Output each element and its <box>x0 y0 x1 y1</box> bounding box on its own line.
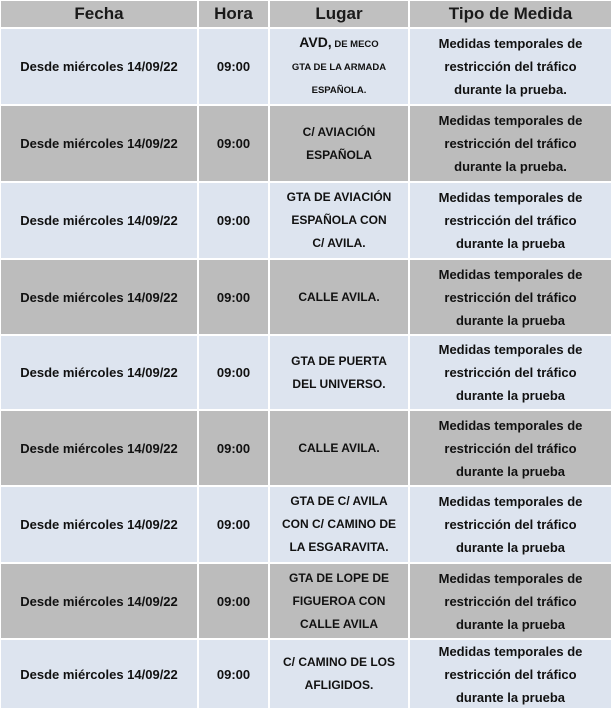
tipo-line: restricción del tráfico <box>444 440 577 456</box>
row-3-lugar-cell <box>269 182 409 259</box>
fecha-text: Desde miércoles 14/09/22 <box>20 440 178 456</box>
tipo-line: durante la prueba <box>455 689 566 705</box>
tipo-line: restricción del tráfico <box>444 365 577 380</box>
lugar-line: GTA DE LA ARMADA <box>291 62 387 73</box>
lugar-line <box>292 31 386 56</box>
hora-text: 09:00 <box>216 136 251 151</box>
tipo-line: restricción del tráfico <box>444 289 577 305</box>
lugar-line: CALLE AVILA. <box>298 440 380 455</box>
row-8-hora-cell <box>198 563 269 639</box>
fecha-text: Desde miércoles 14/09/22 <box>20 213 178 228</box>
tipo-line: restricción del tráfico <box>444 59 577 74</box>
row-3-hora-cell <box>198 182 269 259</box>
lugar-line: CALLE AVILA <box>299 616 378 631</box>
row-8-lugar-cell <box>269 563 409 639</box>
tipo-line: durante la prueba <box>455 388 566 403</box>
header-tipo: Tipo de Medida <box>409 0 612 28</box>
lugar-line: AFLIGIDOS. <box>304 678 374 692</box>
row-4-hora-cell <box>198 259 269 335</box>
row-9-fecha-cell <box>0 639 198 709</box>
row-4-lugar-cell <box>269 259 409 335</box>
lugar-line-small: DE MECO <box>331 39 379 50</box>
fecha-text: Desde miércoles 14/09/22 <box>20 666 178 682</box>
header-lugar: Lugar <box>269 0 409 28</box>
row-1-lugar-cell <box>269 28 409 105</box>
lugar-line: ESPAÑOLA CON <box>291 213 387 227</box>
fecha-text: Desde miércoles 14/09/22 <box>20 517 178 532</box>
lugar-text <box>291 350 387 396</box>
lugar-line: C/ CAMINO DE LOS <box>282 655 395 669</box>
row-5-fecha-cell <box>0 335 198 410</box>
lugar-text <box>283 651 395 697</box>
fecha-text: Desde miércoles 14/09/22 <box>20 289 178 305</box>
tipo-line: restricción del tráfico <box>444 593 577 609</box>
tipo-line: restricción del tráfico <box>444 517 577 532</box>
lugar-line-big: AVD, <box>299 34 332 50</box>
tipo-line: Medidas temporales de <box>438 266 583 282</box>
hora-text: 09:00 <box>216 59 251 74</box>
tipo-line: restricción del tráfico <box>444 666 577 682</box>
tipo-text <box>439 414 583 483</box>
tipo-text <box>439 640 583 709</box>
tipo-text <box>439 338 583 407</box>
tipo-line: durante la prueba. <box>454 159 567 174</box>
hora-text: 09:00 <box>216 517 251 532</box>
tipo-line: durante la prueba <box>455 463 566 479</box>
lugar-line: C/ AVILA. <box>312 236 366 250</box>
hora-text: 09:00 <box>216 213 251 228</box>
lugar-line: FIGUEROA CON <box>292 593 386 608</box>
tipo-line: restricción del tráfico <box>444 136 577 151</box>
tipo-line: Medidas temporales de <box>438 643 583 659</box>
tipo-line: durante la prueba. <box>454 82 567 97</box>
lugar-text <box>282 490 396 559</box>
row-5-tipo-cell <box>409 335 612 410</box>
hora-text: 09:00 <box>216 440 251 456</box>
tipo-text <box>439 186 583 255</box>
fecha-text: Desde miércoles 14/09/22 <box>20 136 178 151</box>
row-9-tipo-cell <box>409 639 612 709</box>
tipo-line: Medidas temporales de <box>438 342 583 357</box>
tipo-text <box>439 567 583 636</box>
lugar-line: CON C/ CAMINO DE <box>282 517 396 531</box>
lugar-line: GTA DE C/ AVILA <box>290 494 388 508</box>
row-7-lugar-cell <box>269 486 409 563</box>
tipo-text <box>439 263 583 332</box>
fecha-text: Desde miércoles 14/09/22 <box>20 593 178 609</box>
tipo-text <box>439 109 583 178</box>
lugar-line: LA ESGARAVITA. <box>289 540 389 554</box>
row-1-fecha-cell <box>0 28 198 105</box>
lugar-text <box>289 567 389 636</box>
lugar-text <box>287 186 392 255</box>
header-hora: Hora <box>198 0 269 28</box>
lugar-line: GTA DE PUERTA <box>291 353 387 368</box>
row-6-hora-cell <box>198 410 269 486</box>
row-3-tipo-cell <box>409 182 612 259</box>
fecha-text: Desde miércoles 14/09/22 <box>20 365 178 380</box>
row-3-fecha-cell <box>0 182 198 259</box>
tipo-line: durante la prueba <box>455 312 566 328</box>
lugar-line: GTA DE AVIACIÓN <box>286 190 392 204</box>
row-7-tipo-cell <box>409 486 612 563</box>
row-7-fecha-cell <box>0 486 198 563</box>
hora-text: 09:00 <box>216 289 251 305</box>
tipo-line: restricción del tráfico <box>444 213 577 228</box>
row-1-tipo-cell <box>409 28 612 105</box>
row-2-tipo-cell <box>409 105 612 182</box>
row-2-lugar-cell <box>269 105 409 182</box>
tipo-line: Medidas temporales de <box>438 36 583 51</box>
row-9-lugar-cell <box>269 639 409 709</box>
row-5-hora-cell <box>198 335 269 410</box>
fecha-text: Desde miércoles 14/09/22 <box>20 59 178 74</box>
row-8-fecha-cell <box>0 563 198 639</box>
tipo-line: Medidas temporales de <box>438 417 583 433</box>
hora-text: 09:00 <box>216 666 251 682</box>
lugar-line: ESPAÑOLA. <box>311 85 367 96</box>
lugar-text <box>292 31 386 102</box>
lugar-text <box>298 286 379 309</box>
row-8-tipo-cell <box>409 563 612 639</box>
row-2-hora-cell <box>198 105 269 182</box>
lugar-line: CALLE AVILA. <box>298 289 380 304</box>
tipo-line: durante la prueba <box>455 616 566 632</box>
row-9-hora-cell <box>198 639 269 709</box>
tipo-line: durante la prueba <box>455 236 566 251</box>
row-6-tipo-cell <box>409 410 612 486</box>
lugar-line: ESPAÑOLA <box>306 147 372 162</box>
tipo-line: durante la prueba <box>455 540 566 555</box>
row-6-lugar-cell <box>269 410 409 486</box>
tipo-line: Medidas temporales de <box>438 113 583 128</box>
tipo-text <box>439 490 583 559</box>
lugar-line: C/ AVIACIÓN <box>302 124 376 139</box>
hora-text: 09:00 <box>216 365 251 380</box>
hora-text: 09:00 <box>216 593 251 609</box>
tipo-line: Medidas temporales de <box>438 570 583 586</box>
tipo-text <box>439 32 583 101</box>
row-5-lugar-cell <box>269 335 409 410</box>
row-6-fecha-cell <box>0 410 198 486</box>
row-4-fecha-cell <box>0 259 198 335</box>
row-2-fecha-cell <box>0 105 198 182</box>
lugar-text <box>303 121 376 167</box>
row-7-hora-cell <box>198 486 269 563</box>
tipo-line: Medidas temporales de <box>438 190 583 205</box>
lugar-text <box>298 437 379 460</box>
lugar-line: DEL UNIVERSO. <box>292 376 386 391</box>
row-1-hora-cell <box>198 28 269 105</box>
header-fecha: Fecha <box>0 0 198 28</box>
lugar-line: GTA DE LOPE DE <box>288 570 389 585</box>
tipo-line: Medidas temporales de <box>438 494 583 509</box>
row-4-tipo-cell <box>409 259 612 335</box>
